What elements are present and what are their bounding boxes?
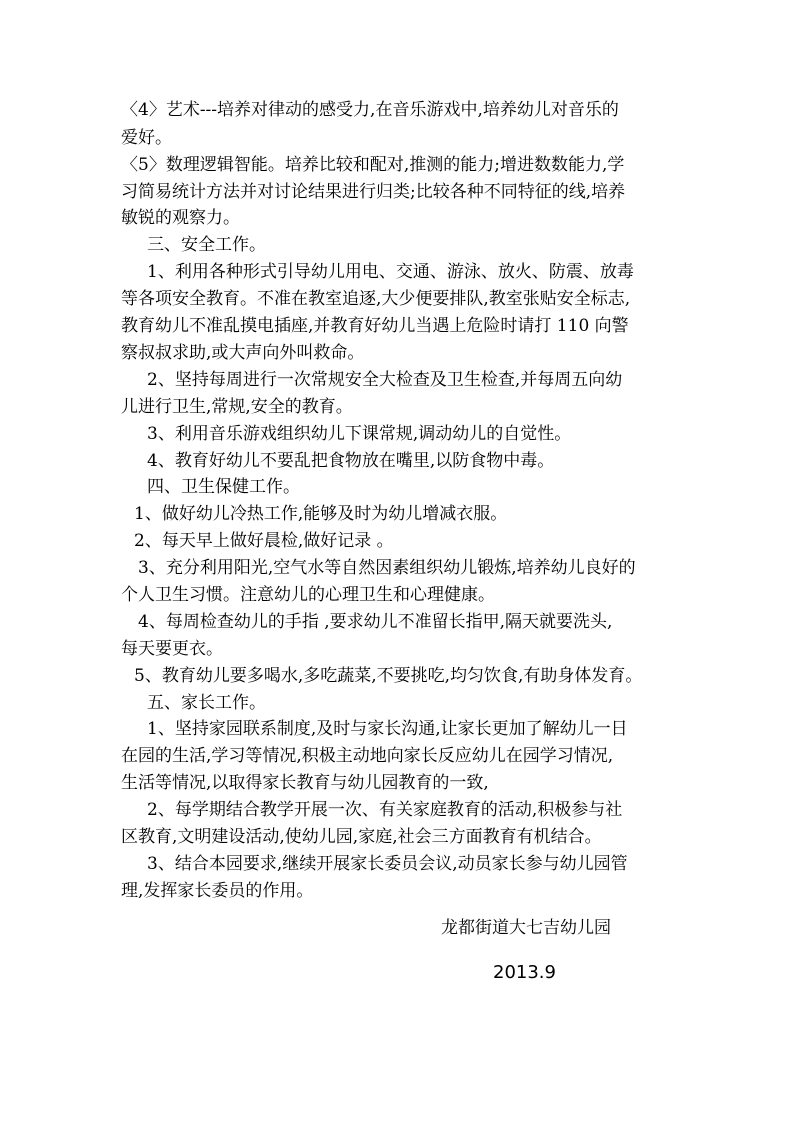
text-line-20: 4、每周检查幼儿的手指 ,要求幼儿不准留长指甲,隔天就要洗头, bbox=[138, 612, 613, 632]
text-line-7: 1、利用各种形式引导幼儿用电、交通、游泳、放火、防震、放毒 bbox=[147, 262, 634, 282]
text-line-2: 爱好。 bbox=[121, 128, 172, 148]
text-line-25: 在园的生活,学习等情况,积极主动地向家长反应幼儿在园学习情况, bbox=[121, 746, 614, 766]
text-line-22: 5、教育幼儿要多喝水,多吃蔬菜,不要挑吃,均匀饮食,有助身体发育。 bbox=[134, 666, 643, 686]
text-line-4: 习简易统计方法并对讨论结果进行归类;比较各种不同特征的线,培养 bbox=[121, 182, 626, 202]
text-line-17: 2、每天早上做好晨检,做好记录 。 bbox=[134, 531, 394, 551]
text-line-8: 等各项安全教育。不准在教室追逐,大少便要排队,教室张贴安全标志, bbox=[121, 289, 631, 309]
text-line-30: 理,发挥家长委员的作用。 bbox=[121, 881, 314, 901]
text-line-3: 〈5〉数理逻辑智能。培养比较和配对,推测的能力;增进数数能力,学 bbox=[121, 155, 625, 175]
section-heading-health: 四、卫生保健工作。 bbox=[147, 477, 300, 497]
text-line-16: 1、做好幼儿冷热工作,能够及时为幼儿增减衣服。 bbox=[134, 504, 508, 524]
text-line-10: 察叔叔求助,或大声向外叫救命。 bbox=[121, 343, 365, 363]
text-line-9: 教育幼儿不准乱摸电插座,并教育好幼儿当遇上危险时请打 110 向警 bbox=[121, 316, 629, 336]
text-line-18: 3、充分利用阳光,空气水等自然因素组织幼儿锻炼,培养幼儿良好的 bbox=[138, 558, 636, 578]
text-line-5: 敏锐的观察力。 bbox=[121, 208, 240, 228]
text-line-28: 区教育,文明建设活动,使幼儿园,家庭,社会三方面教育有机结合。 bbox=[121, 827, 602, 847]
text-line-1: 〈4〉艺术---培养对律动的感受力,在音乐游戏中,培养幼儿对音乐的 bbox=[121, 100, 619, 120]
text-line-24: 1、坚持家园联系制度,及时与家长沟通,让家长更加了解幼儿一日 bbox=[147, 719, 628, 739]
text-line-27: 2、每学期结合教学开展一次、有关家庭教育的活动,积极参与社 bbox=[147, 800, 623, 820]
text-line-29: 3、结合本园要求,继续开展家长委员会议,动员家长参与幼儿园管 bbox=[147, 854, 628, 874]
text-line-12: 儿进行卫生,常规,安全的教育。 bbox=[121, 397, 353, 417]
text-line-14: 4、教育好幼儿不要乱把食物放在嘴里,以防食物中毒。 bbox=[147, 451, 555, 471]
signature: 龙都街道大七吉幼儿园 bbox=[441, 918, 611, 938]
text-line-11: 2、坚持每周进行一次常规安全大检查及卫生检查,并每周五向幼 bbox=[147, 370, 623, 390]
text-line-21: 每天要更衣。 bbox=[121, 639, 223, 659]
document-date: 2013.9 bbox=[493, 962, 556, 983]
section-heading-parents: 五、家长工作。 bbox=[147, 693, 266, 713]
section-heading-safety: 三、安全工作。 bbox=[147, 235, 266, 255]
text-line-19: 个人卫生习惯。注意幼儿的心理卫生和心理健康。 bbox=[121, 585, 495, 605]
text-line-13: 3、利用音乐游戏组织幼儿下课常规,调动幼儿的自觉性。 bbox=[147, 424, 572, 444]
text-line-26: 生活等情况,以取得家长教育与幼儿园教育的一致, bbox=[121, 773, 489, 793]
